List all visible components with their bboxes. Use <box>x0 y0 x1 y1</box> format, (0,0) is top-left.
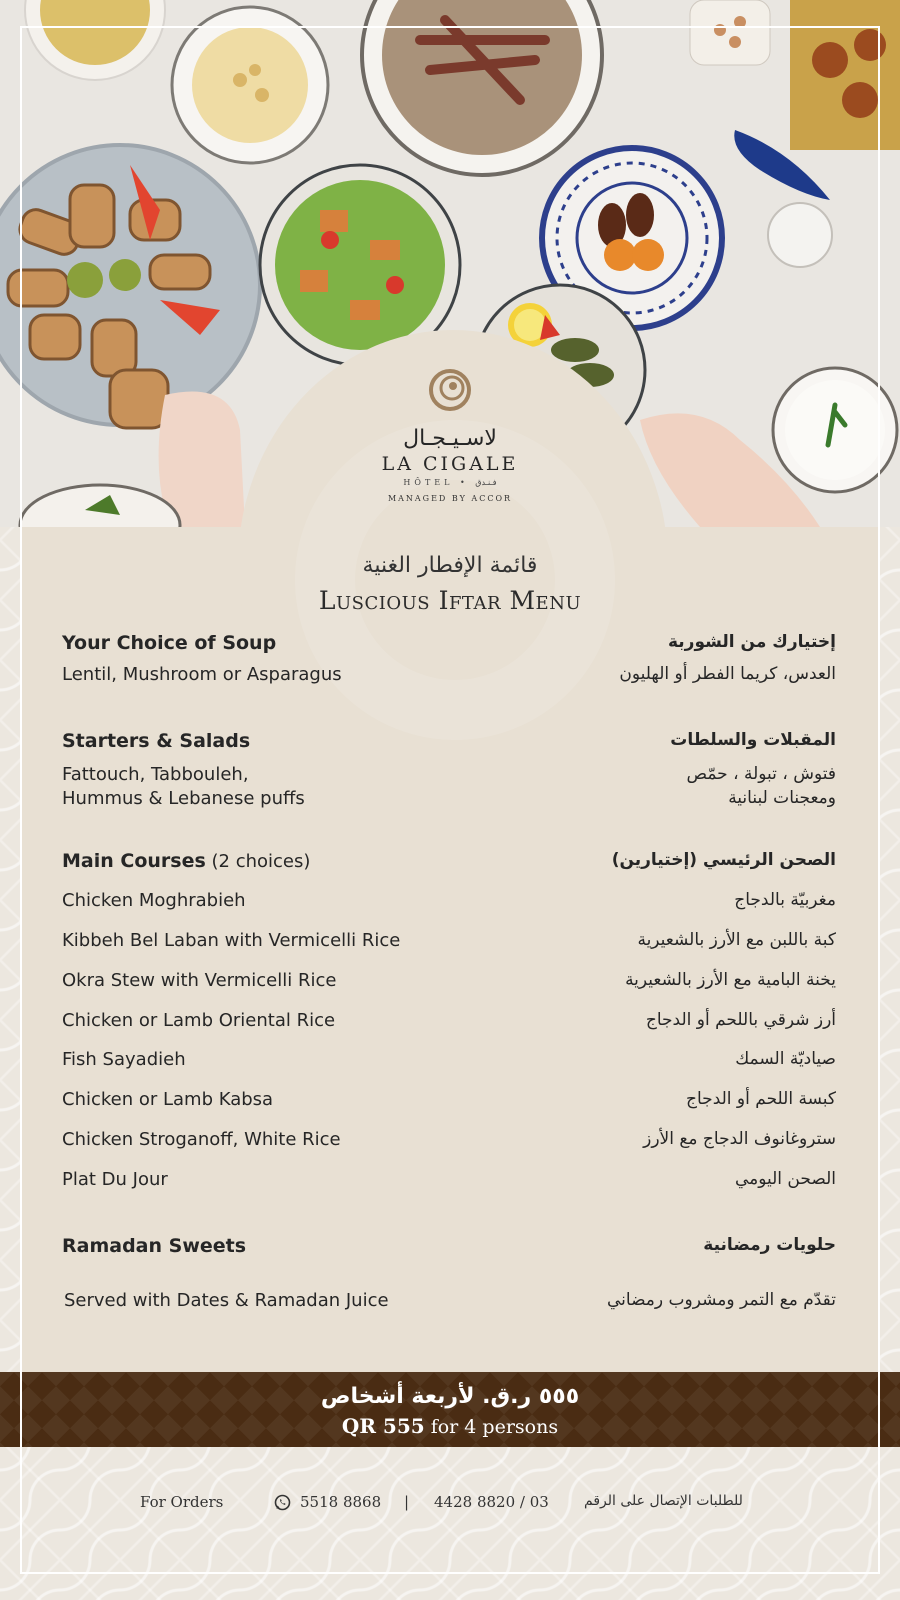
menu-title-ar: قائمة الإفطار الغنية <box>362 553 538 578</box>
logo-hotel-line: HÔTEL • فـنـدق <box>403 478 497 487</box>
orders-label-ar: للطلبات الإتصال على الرقم <box>584 1493 743 1509</box>
main-course-item <box>62 970 836 998</box>
whatsapp-icon <box>274 1494 291 1515</box>
mains-heading-note-en: (2 choices) <box>211 851 311 872</box>
mains-heading-en: Main Courses <box>62 850 206 872</box>
price-band <box>0 1372 900 1447</box>
main-course-en: Plat Du Jour <box>62 1169 168 1190</box>
sweets-desc-en: Served with Dates & Ramadan Juice <box>64 1290 389 1311</box>
order-footer <box>0 1493 900 1517</box>
main-course-en: Fish Sayadieh <box>62 1049 186 1070</box>
main-course-en: Kibbeh Bel Laban with Vermicelli Rice <box>62 930 401 951</box>
whatsapp-icon-svg <box>274 1494 291 1511</box>
sweets-heading-en: Ramadan Sweets <box>62 1235 247 1257</box>
main-course-en: Chicken Stroganoff, White Rice <box>62 1129 341 1150</box>
main-course-item <box>62 1129 836 1157</box>
footer-separator: | <box>404 1493 410 1511</box>
starters-description-line-2 <box>62 788 836 816</box>
main-course-en: Chicken Moghrabieh <box>62 890 246 911</box>
la-cigale-logo-icon <box>428 368 472 412</box>
main-course-ar: ستروغانوف الدجاج مع الأرز <box>643 1129 836 1149</box>
main-course-ar: مغربيّة بالدجاج <box>734 890 836 910</box>
soup-heading-ar: إختيارك من الشوربة <box>667 632 836 652</box>
starters-desc-ar-2: ومعجنات لبنانية <box>728 788 836 808</box>
orders-label: For Orders <box>140 1493 224 1511</box>
whatsapp-number[interactable]: 5518 8868 <box>300 1493 382 1511</box>
soup-heading-en: Your Choice of Soup <box>62 632 277 654</box>
main-course-item <box>62 1049 836 1077</box>
price-en <box>0 1414 900 1438</box>
main-course-ar: كبة باللبن مع الأرز بالشعيرية <box>637 930 836 950</box>
main-course-en: Chicken or Lamb Oriental Rice <box>62 1010 336 1031</box>
main-course-en: Chicken or Lamb Kabsa <box>62 1089 274 1110</box>
logo-managed-by: MANAGED BY ACCOR <box>387 494 513 503</box>
main-course-ar: صياديّة السمك <box>735 1049 836 1069</box>
main-course-item <box>62 1089 836 1117</box>
soup-description <box>62 664 836 694</box>
logo-name-en: LA CIGALE <box>381 453 519 475</box>
logo-name-ar: لاسـيـجـال <box>403 426 497 451</box>
hotel-logo <box>340 368 560 503</box>
section-soup-heading <box>62 632 836 662</box>
main-course-ar: يخنة البامية مع الأرز بالشعيرية <box>625 970 836 990</box>
sweets-heading-ar: حلويات رمضانية <box>703 1235 836 1255</box>
menu-title-en: Luscious Iftar Menu <box>318 586 582 615</box>
main-course-en: Okra Stew with Vermicelli Rice <box>62 970 337 991</box>
sweets-description <box>62 1290 836 1320</box>
main-course-item <box>62 890 836 918</box>
starters-heading-en: Starters & Salads <box>62 730 251 752</box>
main-course-item <box>62 1169 836 1197</box>
starters-desc-ar-1: فتوش ، تبولة ، حمّص <box>686 764 836 784</box>
starters-desc-en-1: Fattouch, Tabbouleh, <box>62 764 249 785</box>
sweets-desc-ar: تقدّم مع التمر ومشروب رمضاني <box>606 1290 836 1310</box>
price-suffix-en: for 4 persons <box>430 1416 559 1438</box>
section-mains-heading <box>62 850 836 880</box>
section-sweets-heading <box>62 1235 836 1265</box>
soup-desc-ar: العدس، كريما الفطر أو الهليون <box>619 664 836 684</box>
main-course-item <box>62 1010 836 1038</box>
price-ar: ٥٥٥ ر.ق. لأربعة أشخاص <box>320 1384 580 1409</box>
starters-heading-ar: المقبلات والسلطات <box>670 730 836 750</box>
main-course-item <box>62 930 836 958</box>
phone-numbers[interactable]: 4428 8820 / 03 <box>434 1493 549 1511</box>
main-course-ar: أرز شرقي باللحم أو الدجاج <box>645 1010 836 1030</box>
main-course-ar: كبسة اللحم أو الدجاج <box>686 1089 836 1109</box>
section-starters-heading <box>62 730 836 760</box>
starters-desc-en-2: Hummus & Lebanese puffs <box>62 788 305 809</box>
price-amount-en: QR 555 <box>341 1414 425 1438</box>
soup-desc-en: Lentil, Mushroom or Asparagus <box>62 664 342 685</box>
mains-heading-ar: الصحن الرئيسي (إختيارين) <box>611 850 836 870</box>
mains-heading-en-wrap <box>62 850 310 872</box>
main-course-ar: الصحن اليومي <box>734 1169 836 1189</box>
